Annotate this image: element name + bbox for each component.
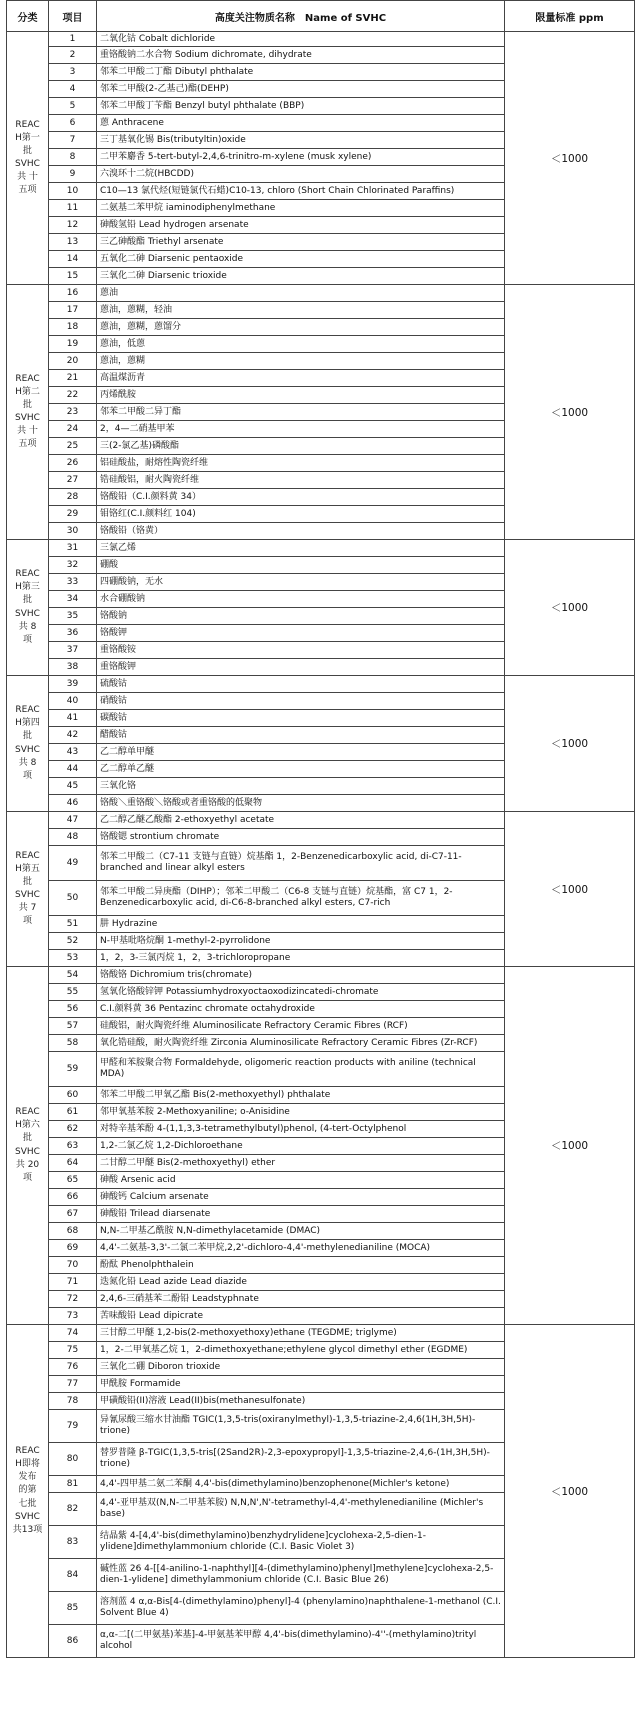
- substance-name: 2，4—二硝基甲苯: [97, 421, 505, 438]
- substance-name: 铬酸铅（铬黄）: [97, 523, 505, 540]
- substance-name: 铬酸＼重铬酸＼铬酸或者重铬酸的低聚物: [97, 795, 505, 812]
- substance-name: 砷酸铅 Trilead diarsenate: [97, 1206, 505, 1223]
- substance-name: 邻苯二甲酸二丁酯 Dibutyl phthalate: [97, 64, 505, 81]
- substance-name: 结晶紫 4-[4,4'-bis(dimethylamino)benzhydrylidene]cyclohexa-2,5-dien-1-ylidene]dimethylammonium chloride (C.I. Basic Violet 3): [97, 1526, 505, 1559]
- substance-name: 四硼酸钠，无水: [97, 574, 505, 591]
- svhc-table: [6, 0, 635, 1658]
- substance-name: 苦味酸铅 Lead dipicrate: [97, 1308, 505, 1325]
- item-number: 16: [49, 285, 97, 302]
- item-number: 26: [49, 455, 97, 472]
- item-number: 66: [49, 1189, 97, 1206]
- category-label: REAC H第二 批 SVHC 共 十 五项: [15, 373, 40, 450]
- item-number: 57: [49, 1018, 97, 1035]
- item-number: 76: [49, 1359, 97, 1376]
- item-number: 15: [49, 268, 97, 285]
- item-number: 54: [49, 967, 97, 984]
- item-number: 56: [49, 1001, 97, 1018]
- header-limit: 限量标准 ppm: [505, 1, 635, 32]
- substance-name: 蒽油，低蒽: [97, 336, 505, 353]
- item-number: 55: [49, 984, 97, 1001]
- item-number: 64: [49, 1155, 97, 1172]
- substance-name: 硫酸钴: [97, 676, 505, 693]
- substance-name: 邻甲氧基苯胺 2-Methoxyaniline; o-Anisidine: [97, 1104, 505, 1121]
- substance-name: 三(2-氯乙基)磷酸酯: [97, 438, 505, 455]
- substance-name: 氧化锆硅酸，耐火陶瓷纤维 Zirconia Aluminosilicate Refractory Ceramic Fibres (Zr-RCF): [97, 1035, 505, 1052]
- item-number: 20: [49, 353, 97, 370]
- table-row: [7, 812, 635, 829]
- item-number: 4: [49, 81, 97, 98]
- item-number: 29: [49, 506, 97, 523]
- substance-name: 铝硅酸盐，耐熔性陶瓷纤维: [97, 455, 505, 472]
- substance-name: 溶剂蓝 4 α,α-Bis[4-(dimethylamino)phenyl]-4 (phenylamino)naphthalene-1-methanol (C.I. Solvent Blue 4): [97, 1592, 505, 1625]
- header-name: 高度关注物质名称 Name of SVHC: [97, 1, 505, 32]
- substance-name: 4,4'-四甲基二氨二苯酮 4,4'-bis(dimethylamino)benzophenone(Michler's ketone): [97, 1476, 505, 1493]
- item-number: 14: [49, 251, 97, 268]
- substance-name: 替罗普隆 β-TGIC(1,3,5-tris[(2Sand2R)-2,3-epoxypropyl]-1,3,5-triazine-2,4,6-(1H,3H,5H)-trione): [97, 1443, 505, 1476]
- item-number: 10: [49, 183, 97, 200]
- substance-name: 重铬酸钾: [97, 659, 505, 676]
- table-row: [7, 32, 635, 47]
- substance-name: 铬酸锶 strontium chromate: [97, 829, 505, 846]
- substance-name: 氢氧化铬酸锌钾 Potassiumhydroxyoctaoxodizincatedi-chromate: [97, 984, 505, 1001]
- substance-name: 硼酸: [97, 557, 505, 574]
- substance-name: 铬酸钾: [97, 625, 505, 642]
- category-cell: [7, 1325, 49, 1658]
- limit-value: ＜1000: [505, 285, 635, 540]
- substance-name: 三乙砷酸酯 Triethyl arsenate: [97, 234, 505, 251]
- item-number: 53: [49, 950, 97, 967]
- item-number: 8: [49, 149, 97, 166]
- item-number: 71: [49, 1274, 97, 1291]
- limit-value: ＜1000: [505, 967, 635, 1325]
- substance-name: 1，2-二甲氧基乙烷 1，2-dimethoxyethane;ethylene glycol dimethyl ether (EGDME): [97, 1342, 505, 1359]
- table-header: [7, 1, 635, 32]
- substance-name: 碱性蓝 26 4-[[4-anilino-1-naphthyl][4-(dimethylamino)phenyl]methylene]cyclohexa-2,5-dien-1-ylidene] dimethylammonium chloride (C.I. Basic Blue 26): [97, 1559, 505, 1592]
- substance-name: 对特辛基苯酚 4-(1,1,3,3-tetramethylbutyl)phenol, (4-tert-Octylphenol: [97, 1121, 505, 1138]
- item-number: 58: [49, 1035, 97, 1052]
- substance-name: 醋酸钴: [97, 727, 505, 744]
- category-label: REAC H第三 批 SVHC 共 8 项: [15, 569, 40, 645]
- item-number: 86: [49, 1625, 97, 1658]
- substance-name: 迭氮化铅 Lead azide Lead diazide: [97, 1274, 505, 1291]
- item-number: 17: [49, 302, 97, 319]
- item-number: 72: [49, 1291, 97, 1308]
- item-number: 73: [49, 1308, 97, 1325]
- category-cell: [7, 540, 49, 676]
- substance-name: 铬酸钠: [97, 608, 505, 625]
- item-number: 77: [49, 1376, 97, 1393]
- item-number: 79: [49, 1410, 97, 1443]
- substance-name: 砷酸 Arsenic acid: [97, 1172, 505, 1189]
- substance-name: 邻苯二甲酸(2-乙基己)酯(DEHP): [97, 81, 505, 98]
- table-row: [7, 540, 635, 557]
- substance-name: 铬酸铬 Dichromium tris(chromate): [97, 967, 505, 984]
- item-number: 37: [49, 642, 97, 659]
- substance-name: 砷酸钙 Calcium arsenate: [97, 1189, 505, 1206]
- item-number: 33: [49, 574, 97, 591]
- item-number: 43: [49, 744, 97, 761]
- category-cell: [7, 676, 49, 812]
- limit-value: ＜1000: [505, 676, 635, 812]
- item-number: 21: [49, 370, 97, 387]
- item-number: 18: [49, 319, 97, 336]
- substance-name: 邻苯二甲酸二甲氧乙酯 Bis(2-methoxyethyl) phthalate: [97, 1087, 505, 1104]
- item-number: 6: [49, 115, 97, 132]
- limit-value: ＜1000: [505, 1325, 635, 1658]
- item-number: 39: [49, 676, 97, 693]
- substance-name: 丙烯酰胺: [97, 387, 505, 404]
- substance-name: 1,2-二氯乙烷 1,2-Dichloroethane: [97, 1138, 505, 1155]
- substance-name: 4,4'-二氨基-3,3'-二氯二苯甲烷,2,2'-dichloro-4,4'-methylenedianiline (MOCA): [97, 1240, 505, 1257]
- substance-name: α,α-二[(二甲氨基)苯基]-4-甲氨基苯甲醇 4,4'-bis(dimethylamino)-4''-(methylamino)trityl alcohol: [97, 1625, 505, 1658]
- substance-name: 蒽油: [97, 285, 505, 302]
- header-item: 项目: [49, 1, 97, 32]
- item-number: 34: [49, 591, 97, 608]
- substance-name: 三氧化铬: [97, 778, 505, 795]
- item-number: 2: [49, 47, 97, 64]
- category-cell: [7, 32, 49, 285]
- item-number: 36: [49, 625, 97, 642]
- item-number: 75: [49, 1342, 97, 1359]
- header-row: [7, 1, 635, 32]
- substance-name: 三氧化二硼 Diboron trioxide: [97, 1359, 505, 1376]
- item-number: 45: [49, 778, 97, 795]
- item-number: 28: [49, 489, 97, 506]
- item-number: 24: [49, 421, 97, 438]
- item-number: 85: [49, 1592, 97, 1625]
- substance-name: 重铬酸铵: [97, 642, 505, 659]
- item-number: 63: [49, 1138, 97, 1155]
- substance-name: 甲醛和苯胺聚合物 Formaldehyde, oligomeric reaction products with aniline (technical MDA): [97, 1052, 505, 1087]
- item-number: 60: [49, 1087, 97, 1104]
- table-row: [7, 285, 635, 302]
- item-number: 22: [49, 387, 97, 404]
- substance-name: 异氰尿酸三缩水甘油酯 TGIC(1,3,5-tris(oxiranylmethyl)-1,3,5-triazine-2,4,6(1H,3H,5H)-trione): [97, 1410, 505, 1443]
- substance-name: 锆硅酸铝，耐火陶瓷纤维: [97, 472, 505, 489]
- substance-name: 二甲苯麝香 5-tert-butyl-2,4,6-trinitro-m-xylene (musk xylene): [97, 149, 505, 166]
- substance-name: 乙二醇单乙醚: [97, 761, 505, 778]
- item-number: 41: [49, 710, 97, 727]
- item-number: 44: [49, 761, 97, 778]
- substance-name: 铬酸铅（C.I.颜料黄 34）: [97, 489, 505, 506]
- item-number: 61: [49, 1104, 97, 1121]
- substance-name: 三丁基氧化锡 Bis(tributyltin)oxide: [97, 132, 505, 149]
- substance-name: C.I.颜料黄 36 Pentazinc chromate octahydroxide: [97, 1001, 505, 1018]
- substance-name: 高温煤沥青: [97, 370, 505, 387]
- substance-name: 肼 Hydrazine: [97, 916, 505, 933]
- category-label: REAC H第四 批 SVHC 共 8 项: [15, 705, 40, 781]
- item-number: 5: [49, 98, 97, 115]
- category-cell: [7, 812, 49, 967]
- item-number: 38: [49, 659, 97, 676]
- substance-name: N,N-二甲基乙酰胺 N,N-dimethylacetamide (DMAC): [97, 1223, 505, 1240]
- substance-name: 邻苯二甲酸丁苄酯 Benzyl butyl phthalate (BBP): [97, 98, 505, 115]
- substance-name: 二甘醇二甲醚 Bis(2-methoxyethyl) ether: [97, 1155, 505, 1172]
- item-number: 12: [49, 217, 97, 234]
- item-number: 42: [49, 727, 97, 744]
- substance-name: N-甲基吡咯烷酮 1-methyl-2-pyrrolidone: [97, 933, 505, 950]
- substance-name: 酚酞 Phenolphthalein: [97, 1257, 505, 1274]
- substance-name: 碳酸钴: [97, 710, 505, 727]
- substance-name: 水合硼酸钠: [97, 591, 505, 608]
- item-number: 67: [49, 1206, 97, 1223]
- item-number: 83: [49, 1526, 97, 1559]
- substance-name: 砷酸氢铅 Lead hydrogen arsenate: [97, 217, 505, 234]
- category-cell: [7, 285, 49, 540]
- substance-name: 邻苯二甲酸二（C7-11 支链与直链）烷基酯 1，2-Benzenedicarboxylic acid, di-C7-11-branched and linear alkyl esters: [97, 846, 505, 881]
- substance-name: 蒽油，蒽糊，蒽馏分: [97, 319, 505, 336]
- item-number: 62: [49, 1121, 97, 1138]
- item-number: 68: [49, 1223, 97, 1240]
- substance-name: 六溴环十二烷(HBCDD): [97, 166, 505, 183]
- header-category: 分类: [7, 1, 49, 32]
- item-number: 70: [49, 1257, 97, 1274]
- limit-value: ＜1000: [505, 812, 635, 967]
- item-number: 31: [49, 540, 97, 557]
- substance-name: 二氨基二苯甲烷 iaminodiphenylmethane: [97, 200, 505, 217]
- item-number: 19: [49, 336, 97, 353]
- item-number: 30: [49, 523, 97, 540]
- item-number: 46: [49, 795, 97, 812]
- item-number: 78: [49, 1393, 97, 1410]
- table-row: [7, 967, 635, 984]
- category-label: REAC H第五 批 SVHC 共 7 项: [15, 850, 40, 927]
- substance-name: 乙二醇单甲醚: [97, 744, 505, 761]
- substance-name: 二氧化钴 Cobalt dichloride: [97, 32, 505, 47]
- substance-name: 4,4'-亚甲基双(N,N-二甲基苯胺) N,N,N',N'-tetramethyl-4,4'-methylenedianiline (Michler's base): [97, 1493, 505, 1526]
- item-number: 82: [49, 1493, 97, 1526]
- item-number: 25: [49, 438, 97, 455]
- substance-name: 五氧化二砷 Diarsenic pentaoxide: [97, 251, 505, 268]
- item-number: 3: [49, 64, 97, 81]
- item-number: 52: [49, 933, 97, 950]
- item-number: 50: [49, 881, 97, 916]
- item-number: 69: [49, 1240, 97, 1257]
- item-number: 23: [49, 404, 97, 421]
- substance-name: 2,4,6-三硝基苯二酚铅 Leadstyphnate: [97, 1291, 505, 1308]
- category-label: REAC H即将 发布 的第 七批 SVHC 共13项: [12, 1446, 43, 1535]
- category-label: REAC H第六 批 SVHC 共 20 项: [15, 1107, 40, 1183]
- category-cell: [7, 967, 49, 1325]
- item-number: 1: [49, 32, 97, 47]
- substance-name: 1，2，3-三氯丙烷 1，2，3-trichloropropane: [97, 950, 505, 967]
- substance-name: 甲磺酸铅(II)溶液 Lead(II)bis(methanesulfonate): [97, 1393, 505, 1410]
- substance-name: 硝酸钴: [97, 693, 505, 710]
- item-number: 80: [49, 1443, 97, 1476]
- substance-name: 硅酸铝，耐火陶瓷纤维 Aluminosilicate Refractory Ceramic Fibres (RCF): [97, 1018, 505, 1035]
- table-row: [7, 676, 635, 693]
- item-number: 32: [49, 557, 97, 574]
- item-number: 40: [49, 693, 97, 710]
- item-number: 74: [49, 1325, 97, 1342]
- substance-name: 三氯乙烯: [97, 540, 505, 557]
- item-number: 84: [49, 1559, 97, 1592]
- item-number: 65: [49, 1172, 97, 1189]
- limit-value: ＜1000: [505, 540, 635, 676]
- substance-name: 甲酰胺 Formamide: [97, 1376, 505, 1393]
- item-number: 47: [49, 812, 97, 829]
- item-number: 48: [49, 829, 97, 846]
- substance-name: 钼铬红(C.I.颜料红 104): [97, 506, 505, 523]
- item-number: 81: [49, 1476, 97, 1493]
- item-number: 27: [49, 472, 97, 489]
- table-row: [7, 1325, 635, 1342]
- substance-name: 邻苯二甲酸二异庚酯（DIHP）；邻苯二甲酸二（C6-8 支链与直链）烷基酯，富 C7 1，2-Benzenedicarboxylic acid, di-C6-8-branched alkyl esters, C7-rich: [97, 881, 505, 916]
- substance-name: 三氧化二砷 Diarsenic trioxide: [97, 268, 505, 285]
- item-number: 59: [49, 1052, 97, 1087]
- item-number: 11: [49, 200, 97, 217]
- substance-name: 邻苯二甲酸二异丁酯: [97, 404, 505, 421]
- item-number: 9: [49, 166, 97, 183]
- substance-name: 蒽油，蒽糊，轻油: [97, 302, 505, 319]
- substance-name: 蒽油，蒽糊: [97, 353, 505, 370]
- category-label: REAC H第一 批 SVHC 共 十 五项: [15, 119, 40, 196]
- item-number: 7: [49, 132, 97, 149]
- item-number: 35: [49, 608, 97, 625]
- substance-name: 乙二醇乙醚乙酸酯 2-ethoxyethyl acetate: [97, 812, 505, 829]
- item-number: 13: [49, 234, 97, 251]
- substance-name: C10—13 氯代烃(短链氯代石蜡)C10-13, chloro (Short Chain Chlorinated Paraffins): [97, 183, 505, 200]
- substance-name: 蒽 Anthracene: [97, 115, 505, 132]
- substance-name: 三甘醇二甲醚 1,2-bis(2-methoxyethoxy)ethane (TEGDME; triglyme): [97, 1325, 505, 1342]
- item-number: 51: [49, 916, 97, 933]
- item-number: 49: [49, 846, 97, 881]
- limit-value: ＜1000: [505, 32, 635, 285]
- substance-name: 重铬酸钠二水合物 Sodium dichromate, dihydrate: [97, 47, 505, 64]
- table-body: [7, 32, 635, 1658]
